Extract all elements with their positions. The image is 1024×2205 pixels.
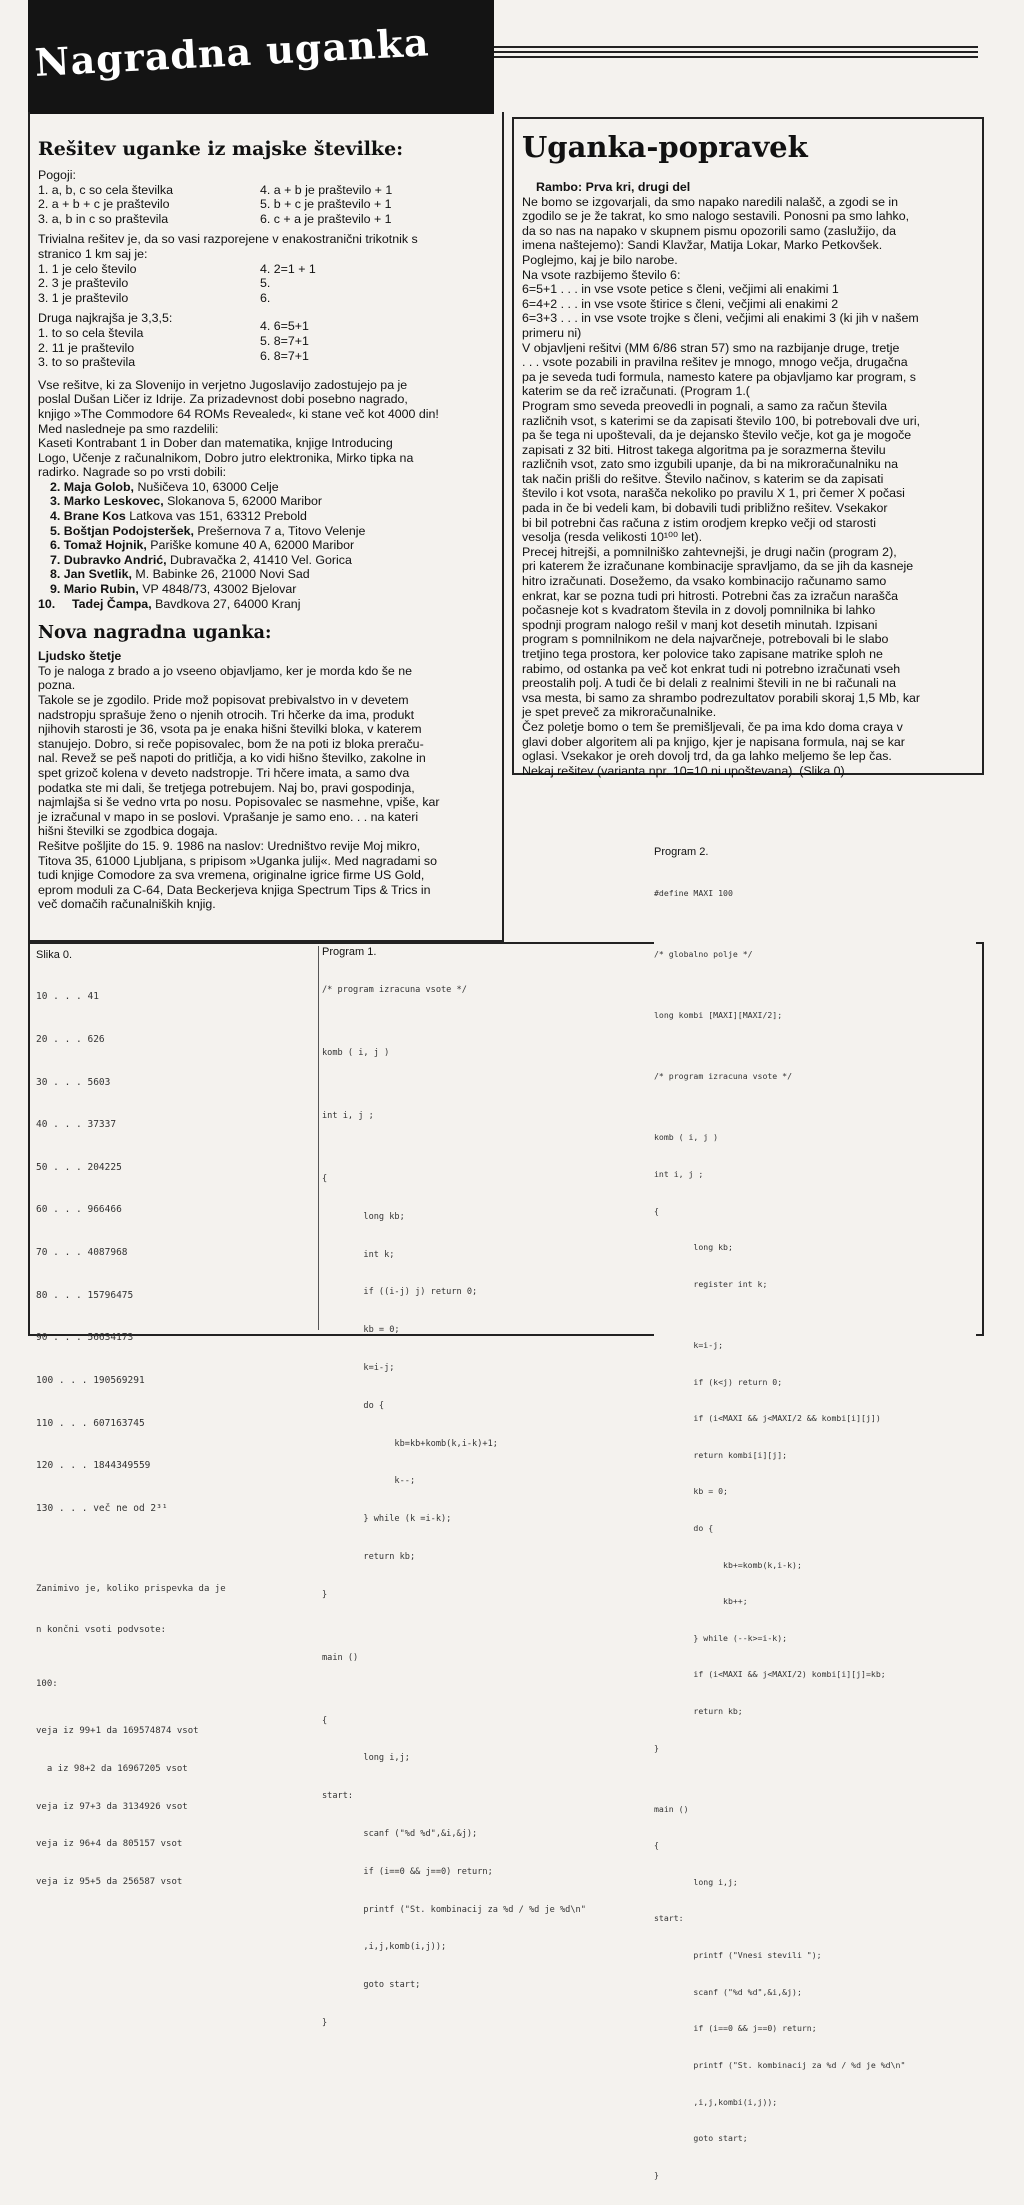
slika0-row: 30 . . . 5603 xyxy=(36,1076,111,1088)
code-line: if (i==0 && j==0) return; xyxy=(322,1866,493,1877)
trivial-left xyxy=(38,262,260,306)
text-line: Rešitve pošljite do 15. 9. 1986 na naslov: Uredništvo revije Moj mikro, xyxy=(38,838,421,853)
code-line: } xyxy=(654,2169,659,2180)
code-line: { xyxy=(654,1205,659,1216)
header-rules xyxy=(494,46,978,61)
code-line: long kb; xyxy=(654,1242,733,1253)
slika0-row: 90 . . . 56634173 xyxy=(36,1332,134,1344)
winner-name: Tadej Čampa, xyxy=(72,596,152,611)
code-line: kb++; xyxy=(654,1596,748,1607)
code-line: kb = 0; xyxy=(322,1325,400,1336)
winners-list xyxy=(38,480,490,597)
winner-addr: M. Babinke 26, 21000 Novi Sad xyxy=(131,567,310,582)
text-line: vsa mesta, bi samo za shrambo podrezultatov porabili skoraj 1,5 Mb, kar xyxy=(522,690,921,705)
note-line: Zanimivo je, koliko prispevka da je xyxy=(36,1584,226,1595)
condition-5: 5. b + c je praštevilo + 1 xyxy=(260,197,392,212)
conditions-right xyxy=(260,183,392,227)
code-line: /* globalno polje */ xyxy=(654,949,753,960)
trivial-list xyxy=(38,262,490,306)
winner-addr: Prešernova 7 a, Titovo Velenje xyxy=(193,523,366,538)
slika0-row: 60 . . . 966466 xyxy=(36,1204,122,1216)
text-line: oglasi. Vsekakor je oreh dovolj trd, da ga lahko meljemo še lep čas. xyxy=(522,749,892,764)
winner-addr: Dubravačka 2, 41410 Vel. Gorica xyxy=(166,552,352,567)
text-line: hišni številki se zgodbica dogaja. xyxy=(38,824,218,839)
text-line: Program smo seveda preovedli in pognali, a samo za račun števila xyxy=(522,398,888,413)
code-line: do { xyxy=(654,1522,714,1533)
winner-row xyxy=(50,524,490,539)
condition-6: 6. c + a je praštevilo + 1 xyxy=(260,211,392,226)
code-line: k--; xyxy=(322,1476,416,1487)
text-line: Nekaj rešitev (varianta npr. 10=10 ni upoštevana). (Slika 0) xyxy=(522,763,845,778)
winner-name: 6. Tomaž Hojnik, xyxy=(50,538,147,553)
text-line: poslal Dušan Ličer iz Idrije. Za prizadevnost dobi posebno nagrado, xyxy=(38,392,408,407)
code-line: do { xyxy=(322,1400,385,1411)
solution-heading: Rešitev uganke iz majske številke: xyxy=(38,138,404,160)
code-line: ,i,j,komb(i,j)); xyxy=(322,1942,447,1953)
slika0-label-100: 100: xyxy=(36,1679,58,1690)
text-line: tudi knjige Comodore za sva vremena, originalne igrice firme US Gold, xyxy=(38,868,425,883)
code-line: scanf ("%d %d",&i,&j); xyxy=(654,1986,802,1997)
text-line: njihovih starosti je 36, vsota pa je enaka hišni številki bloka, v katerem xyxy=(38,722,422,737)
winner-addr: Nušičeva 10, 63000 Celje xyxy=(134,479,279,494)
right-article xyxy=(522,130,974,778)
code-line: int i, j ; xyxy=(654,1169,704,1180)
winner-row xyxy=(50,509,490,524)
text-line: tretjino tega prostora, ker polovice tako zapisane matrike sploh ne xyxy=(522,647,883,661)
text-line: pri katerem že izračunane kombinacije spravljamo, da se jih da kasneje xyxy=(522,559,914,574)
note-line: n končni vsoti podvsote: xyxy=(36,1624,167,1635)
code-line: kb=kb+komb(k,i-k)+1; xyxy=(322,1438,498,1449)
program2-code xyxy=(654,863,976,2205)
text-line: hitro izračunati. Dosežemo, da vsako kombinacijo računamo samo xyxy=(522,574,887,589)
text-line: Precej hitrejši, a pomnilniško zahtevnejši, je drugi način (program 2), xyxy=(522,544,897,559)
trivial-text xyxy=(38,232,490,261)
code-line: long kb; xyxy=(322,1211,405,1222)
slika0-row: 130 . . . več ne od 2³¹ xyxy=(36,1502,168,1514)
text-line: V objavljeni rešitvi (MM 6/86 stran 57) smo na razbijanje druge, tretje xyxy=(522,340,900,355)
winner-row xyxy=(50,553,490,568)
text-line: preostalih polj. A tudi če bi delali z realnimi števili in ne bi računali na xyxy=(522,676,896,691)
slika0-sums xyxy=(36,1700,312,1914)
winner-row-10 xyxy=(38,597,490,612)
text-line: imena naštejemo): Sandi Klavžar, Matija Lokar, Marko Petkovšek. xyxy=(522,238,883,253)
code-line: int i, j ; xyxy=(322,1111,374,1122)
slika0-table xyxy=(36,962,312,1544)
text-line: Logo, Učenje z računalnikom, Dobro jutro elektronika, Mirko tipka na xyxy=(38,450,414,465)
slika0-row: 70 . . . 4087968 xyxy=(36,1247,128,1259)
code-line: k=i-j; xyxy=(654,1339,724,1350)
code-line: #define MAXI 100 xyxy=(654,888,733,899)
text-line: Med nasledneje pa smo razdelili: xyxy=(38,421,219,436)
trivial-item: 6. xyxy=(260,290,271,305)
winner-addr: Slokanova 5, 62000 Maribor xyxy=(163,494,323,509)
left-article xyxy=(38,138,490,912)
code-line: start: xyxy=(322,1791,354,1802)
code-line: return kb; xyxy=(322,1551,416,1562)
code-line: int k; xyxy=(322,1249,395,1260)
code-line: printf ("St. kombinacij za %d / %d je %d\n" xyxy=(654,2059,906,2070)
code-line: } while (k =i-k); xyxy=(322,1514,452,1525)
text-line: radirko. Nagrade so po vrsti dobili: xyxy=(38,465,227,480)
text-line: knjigo »The Commodore 64 ROMs Revealed«, ki stane več kot 4000 din! xyxy=(38,406,439,421)
text-line: 6=3+3 . . . in vse vsote trojke s členi, večjimi ali enakimi 3 (ki jih v našem xyxy=(522,311,919,326)
code-line: if (i<MAXI && j<MAXI/2) kombi[i][j]=kb; xyxy=(654,1669,886,1680)
code-line: { xyxy=(322,1174,328,1185)
text-line: različnih vsot, s katerimi se da zapisati število 100, bi potrebovali dve uri, xyxy=(522,413,921,428)
winner-addr: Latkova vas 151, 63312 Prebold xyxy=(125,509,307,524)
code-line: goto start; xyxy=(322,1980,421,1991)
text-line: več domačih računalniških knjig. xyxy=(38,897,216,912)
text-line: katerim se da reč izračunati. (Program 1.( xyxy=(522,384,750,399)
text-line: Poglejmo, kaj je bilo narobe. xyxy=(522,252,678,267)
text-line: stanujejo. Dobro, si reče popisovalec, bom že na poti iz bloka preraču- xyxy=(38,736,424,751)
text-line: je spet preveč za mikroračunalnike. xyxy=(522,705,717,720)
sum-line: veja iz 95+5 da 256587 vsot xyxy=(36,1877,183,1888)
code-line: register int k; xyxy=(654,1278,768,1289)
text-line: 6=5+1 . . . in vse vsote petice s členi, večjimi ali enakimi 1 xyxy=(522,282,839,297)
correction-heading: Uganka-popravek xyxy=(522,130,808,164)
winner-name: 7. Dubravko Andrić, xyxy=(50,552,167,567)
text-line: najmlajša si še vedno vrta po nosu. Popisovalec se nasmehne, vpiše, kar xyxy=(38,795,440,810)
text-line: Vse rešitve, ki za Slovenijo in verjetno Jugoslavijo zadostujejo pa je xyxy=(38,377,408,392)
second-left xyxy=(38,311,260,369)
slika0-title: Slika 0. xyxy=(36,949,73,961)
text-line: pozna. xyxy=(38,678,76,693)
sum-line: veja iz 99+1 da 169574874 vsot xyxy=(36,1726,199,1737)
winner-row xyxy=(50,582,490,597)
program1-panel xyxy=(322,945,652,2055)
text-line: vesolja (resda velikosti 10¹⁰⁰ let). xyxy=(522,530,703,545)
text-line: pa je seveda tudi formula, namesto katere pa objavljamo kar program, s xyxy=(522,369,916,384)
slika0-row: 40 . . . 37337 xyxy=(36,1119,117,1131)
winner-row xyxy=(50,567,490,582)
code-line: /* program izracuna vsote */ xyxy=(654,1071,793,1082)
new-puzzle-heading: Nova nagradna uganka: xyxy=(38,623,272,644)
slika0-row: 10 . . . 41 xyxy=(36,991,99,1003)
second-list xyxy=(38,311,490,369)
page-title: Nagradna uganka xyxy=(33,19,431,86)
code-line: long i,j; xyxy=(322,1753,410,1764)
text-line: glavi dober algoritem ali pa knjigo, kjer je napisana formula, naj se kar xyxy=(522,734,905,749)
winner-row xyxy=(50,538,490,553)
code-line: kb = 0; xyxy=(654,1486,728,1497)
slika0-row: 20 . . . 626 xyxy=(36,1034,105,1046)
code-line: main () xyxy=(322,1652,359,1663)
text-line: program s pomnilnikom ne dela najvarčneje, potrebovali bi le slabo xyxy=(522,632,889,647)
second-right xyxy=(260,311,309,369)
winner-name: 8. Jan Svetlik, xyxy=(50,567,132,582)
trivial-item: 1. 1 je celo število xyxy=(38,261,137,276)
second-item: 6. 8=7+1 xyxy=(260,348,309,363)
code-line: if (i<MAXI && j<MAXI/2 && kombi[i][j]) xyxy=(654,1413,881,1424)
text-line: nadstropju sprašuje ženo o njenih otrocih. Tri hčerke da ima, produkt xyxy=(38,707,415,722)
winner-name: 3. Marko Leskovec, xyxy=(50,494,164,509)
code-line: return kb; xyxy=(654,1706,743,1717)
text-line: Čez poletje bomo o tem še premišljevali, če pa ima kdo doma craya v xyxy=(522,719,903,734)
code-line: ,i,j,kombi(i,j)); xyxy=(654,2096,778,2107)
second-item: 1. to so cela števila xyxy=(38,325,144,340)
slika0-note xyxy=(36,1556,312,1664)
code-line: if ((i-j) j) return 0; xyxy=(322,1287,478,1298)
text-line: spodnji program nalogo rešil v manj kot desetih minutah. Izpisani xyxy=(522,617,878,632)
program2-panel xyxy=(654,845,976,2205)
code-line: long i,j; xyxy=(654,1876,738,1887)
slika0-row: 120 . . . 1844349559 xyxy=(36,1460,151,1472)
text-line: To je naloga z brado a jo vseeno objavljamo, ker je morda kdo še ne xyxy=(38,663,413,678)
text-line: število i kot vsota, narašča nekoliko po pravilu X 1, pri čemer X počasi xyxy=(522,486,905,501)
code-line: if (k<j) return 0; xyxy=(654,1376,783,1387)
trivial-item: 2. 3 je praštevilo xyxy=(38,276,129,291)
text-line: 6=4+2 . . . in vse vsote štirice s členi, večjimi ali enakimi 2 xyxy=(522,296,839,311)
code-line: k=i-j; xyxy=(322,1363,395,1373)
text-line: primeru ni) xyxy=(522,325,582,340)
text-line: počasneje kot s kvadratom števila in z dovolj pomnilnika bi lahko xyxy=(522,603,876,618)
winner-name: 5. Boštjan Podojsteršek, xyxy=(50,523,194,538)
winner-row xyxy=(50,494,490,509)
second-item: 4. 6=5+1 xyxy=(260,319,309,334)
slika0-panel xyxy=(36,948,312,1914)
second-intro: Druga najkrajša je 3,3,5: xyxy=(38,311,173,326)
conditions xyxy=(38,183,490,227)
trivial-line: stranico 1 km saj je: xyxy=(38,246,148,261)
text-line: je izračunal v mapo in se poslovi. Vprašanje je samo eno. . . na kateri xyxy=(38,809,419,824)
sum-line: a iz 98+2 da 16967205 vsot xyxy=(36,1763,188,1774)
code-line: long kombi [MAXI][MAXI/2]; xyxy=(654,1010,783,1021)
code-line: /* program izracuna vsote */ xyxy=(322,985,467,996)
winner-row xyxy=(50,480,490,495)
text-line: Kaseti Kontrabant 1 in Dober dan matematika, knjige Introducing xyxy=(38,436,393,451)
code-line: printf ("St. kombinacij za %d / %d je %d\n" xyxy=(322,1904,586,1915)
text-line: da so nas na napako v skupnem pismu opozorili samo (zaslužijo, da xyxy=(522,223,896,238)
code-line: if (i==0 && j==0) return; xyxy=(654,2023,817,2034)
code-line: main () xyxy=(654,1803,689,1814)
correction-subheading: Rambo: Prva kri, drugi del xyxy=(536,180,691,194)
code-line: start: xyxy=(654,1913,684,1924)
text-line: Takole se je zgodilo. Pride mož popisovat prebivalstvo in v devetem xyxy=(38,693,409,707)
winner-name: 2. Maja Golob, xyxy=(50,479,134,494)
text-line: zapisati z 32 biti. Hitrost takega algoritma pa je sorazmerna številu xyxy=(522,442,886,457)
text-line: rabimo, od ostanka pa več kot enkrat tudi ni potrebno izračunati vseh xyxy=(522,661,901,676)
trivial-item: 5. xyxy=(260,276,271,291)
text-line: Titova 35, 61000 Ljubljana, s pripisom »Uganka julij«. Med nagradami so xyxy=(38,853,438,868)
winner-addr: Bavdkova 27, 64000 Kranj xyxy=(151,596,301,611)
winner-name: 4. Brane Kos xyxy=(50,509,126,524)
code-line: } xyxy=(322,2017,328,2028)
pogoji-label: Pogoji: xyxy=(38,168,76,182)
trivial-right xyxy=(260,262,316,306)
second-item: 2. 11 je praštevilo xyxy=(38,340,135,355)
code-line: scanf ("%d %d",&i,&j); xyxy=(322,1828,478,1839)
text-line: nal. Revež se peš napoti do pritličja, a ko vidi hišno številko, zakolne in xyxy=(38,751,426,766)
text-line: bi bil potrebni čas računa z istim orodjem krepko večji od starosti xyxy=(522,515,876,530)
slika0-row: 80 . . . 15796475 xyxy=(36,1289,134,1301)
program2-title: Program 2. xyxy=(654,846,709,858)
program1-code xyxy=(322,959,652,2055)
slika0-row: 50 . . . 204225 xyxy=(36,1161,122,1173)
column-divider xyxy=(318,946,319,1330)
winner-name: 9. Mario Rubin, xyxy=(50,582,139,597)
conditions-left xyxy=(38,183,260,227)
code-line: komb ( i, j ) xyxy=(654,1132,719,1143)
text-line: tak način prišli do rešitve. Število načinov, s katerim se da zapisati xyxy=(522,471,884,486)
condition-3: 3. a, b in c so praštevila xyxy=(38,211,169,226)
text-line: podatka ste mi dali, še tretjega potrebujem. Naj bo, pravi gospodinja, xyxy=(38,780,415,795)
text-line: pa še tega ni upoštevali, da je dejansko število večje, kot ga je mogoče xyxy=(522,428,912,443)
trivial-line: Trivialna rešitev je, da so vasi razporejene v enakostranični trikotnik s xyxy=(38,232,418,247)
condition-2: 2. a + b + c je praštevilo xyxy=(38,197,170,212)
text-line: pada in če bi vedeli kam, bi dobavili tudi približno rešitev. Vsekakor xyxy=(522,501,888,516)
sum-line: veja iz 96+4 da 805157 vsot xyxy=(36,1839,183,1850)
text-line: zgodilo se je že takrat, ko smo nalogo sestavili. Ponosni pa smo lahko, xyxy=(522,209,910,224)
text-line: . . . vsote pozabili in pravilna rešitev je mnogo, mnogo večja, drugačna xyxy=(522,355,908,370)
second-item: 3. to so praštevila xyxy=(38,355,136,370)
trivial-item: 4. 2=1 + 1 xyxy=(260,261,316,276)
sum-line: veja iz 97+3 da 3134926 vsot xyxy=(36,1801,188,1812)
second-item: 5. 8=7+1 xyxy=(260,333,309,348)
text-line: Na vsote razbijemo število 6: xyxy=(522,267,681,282)
new-puzzle-subheading: Ljudsko štetje xyxy=(38,649,122,664)
new-puzzle-text xyxy=(38,664,490,912)
text-line: Ne bomo se izgovarjali, da smo napako naredili nalašč, a zgodi se in xyxy=(522,194,899,209)
code-line: } xyxy=(654,1742,659,1753)
text-line: spet grizoč kolena v deveto nadstropje. Tri hčere imata, a samo dva xyxy=(38,765,410,780)
code-line: return kombi[i][j]; xyxy=(654,1449,788,1460)
program1-title: Program 1. xyxy=(322,946,377,958)
code-line: } xyxy=(322,1589,328,1600)
condition-4: 4. a + b je praštevilo + 1 xyxy=(260,182,393,197)
condition-1: 1. a, b, c so cela številka xyxy=(38,182,173,197)
text-line: različnih vsot, zato smo izgubili upanje, da bi na mikroračunalniku na xyxy=(522,457,899,472)
winner-addr: Pariške komune 40 A, 62000 Maribor xyxy=(146,538,355,553)
code-line: { xyxy=(322,1715,328,1726)
trivial-item: 3. 1 je praštevilo xyxy=(38,290,129,305)
code-line: goto start; xyxy=(654,2133,748,2144)
code-line: { xyxy=(654,1840,659,1851)
winner-text xyxy=(38,378,490,480)
text-line: eprom moduli za C-64, Data Beckerjeva knjiga Spectrum Tips & Trics in xyxy=(38,882,431,897)
correction-text xyxy=(522,195,974,779)
code-line: printf ("Vnesi stevili "); xyxy=(654,1950,822,1961)
winner-number: 10. xyxy=(38,596,56,611)
text-line: enkrat, kar se pozna tudi pri hitrosti. Potrebni čas za izračun narašča xyxy=(522,588,899,603)
slika0-row: 100 . . . 190569291 xyxy=(36,1374,145,1386)
code-line: komb ( i, j ) xyxy=(322,1048,390,1059)
winner-addr: VP 4848/73, 43002 Bjelovar xyxy=(138,582,297,597)
slika0-row: 110 . . . 607163745 xyxy=(36,1417,145,1429)
code-line: } while (--k>=i-k); xyxy=(654,1632,788,1643)
code-line: kb+=komb(k,i-k); xyxy=(654,1559,802,1570)
